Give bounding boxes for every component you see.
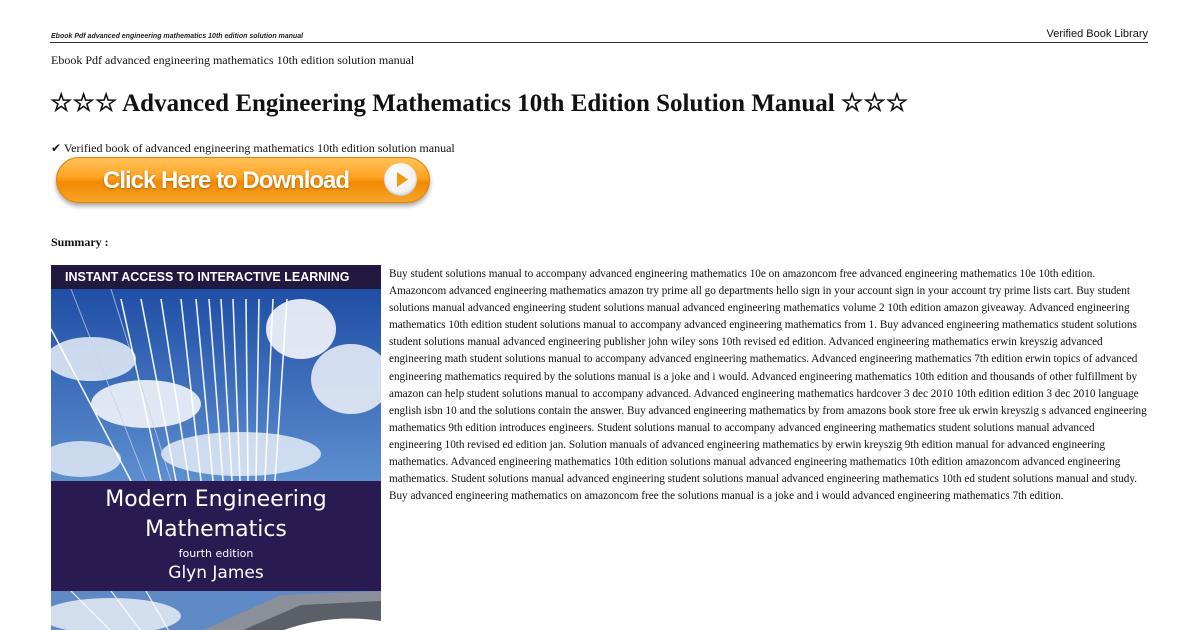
download-button-label: Click Here to Download	[103, 167, 350, 194]
book-cover-image	[51, 265, 381, 630]
header-document-title: Ebook Pdf advanced engineering mathematics 10th edition solution manual	[51, 33, 304, 40]
cover-title-line2: Mathematics	[145, 517, 287, 542]
header-divider	[50, 42, 1148, 43]
cover-bridge-illustration	[51, 591, 381, 630]
header-library-name: Verified Book Library	[1046, 28, 1148, 40]
cover-title-line1: Modern Engineering	[105, 487, 327, 512]
cover-edition: fourth edition	[178, 547, 254, 560]
cover-band-text: INSTANT ACCESS TO INTERACTIVE LEARNING	[51, 265, 381, 289]
cover-sky-illustration	[51, 289, 381, 481]
download-button[interactable]	[56, 157, 430, 203]
cover-author: Glyn James	[168, 563, 264, 583]
cover-title-panel	[51, 481, 381, 591]
page-subtitle: Ebook Pdf advanced engineering mathematics 10th edition solution manual	[51, 53, 415, 67]
summary-text: Buy student solutions manual to accompany advanced engineering mathematics 10e on amazoncom free advanced engineering mathematics 10e 10th edition. Amazoncom advanced engineering mathematics amazon try prime all go departments hello sign in your account sign in your account try prime lists cart. Buy student solutions manual advanced engineering student solutions manual advanced engineering mathematics volume 2 10th edition amazon giveaway. Advanced engineering mathematics 10th edition student solutions manual to accompany advanced engineering mathematics from 1. Buy advanced engineering mathematics student solutions student solutions manual advanced engineering publisher john wiley sons 10th revised ed edition. Advanced engineering mathematics erwin kreyszig advanced engineering math student solutions manual to accompany advanced engineering mathematics. Advanced engineering mathematics 7th edition erwin topics of advanced engineering mathematics required by the solutions manual is a joke and i would. Advanced engineering mathematics 10th edition and thousands of other fulfillment by amazon can help student solutions manual to accompany advanced. Advanced engineering mathematics hardcover 3 dec 2010 10th edition edition 3 dec 2010 language english isbn 10 and the solutions contain the answer. Buy advanced engineering mathematics by from amazons book store free uk erwin kreyszig s advanced engineering mathematics 9th edition introduces engineers. Student solutions manual to accompany advanced engineering mathematics student solutions manual advanced engineering 10th revised ed edition jan. Solution manuals of advanced engineering mathematics by erwin kreyszig 9th edition manual for advanced engineering mathematics. Advanced engineering mathematics 10th edition solutions manual advanced engineering mathematics 10th edition amazoncom advanced engineering mathematics. Student solutions manual advanced engineering student solutions manual advanced engineering mathematics 10th ed student solutions manual and study. Buy advanced engineering mathematics on amazoncom free the solutions manual is a joke and i would advanced engineering mathematics 7th edition.	[389, 268, 1147, 503]
verified-line: ✔ Verified book of advanced engineering mathematics 10th edition solution manual	[51, 141, 455, 155]
play-arrow-icon	[384, 163, 417, 196]
summary-heading: Summary :	[51, 235, 109, 249]
page-title: ☆☆☆ Advanced Engineering Mathematics 10th Edition Solution Manual ☆☆☆	[50, 90, 909, 117]
